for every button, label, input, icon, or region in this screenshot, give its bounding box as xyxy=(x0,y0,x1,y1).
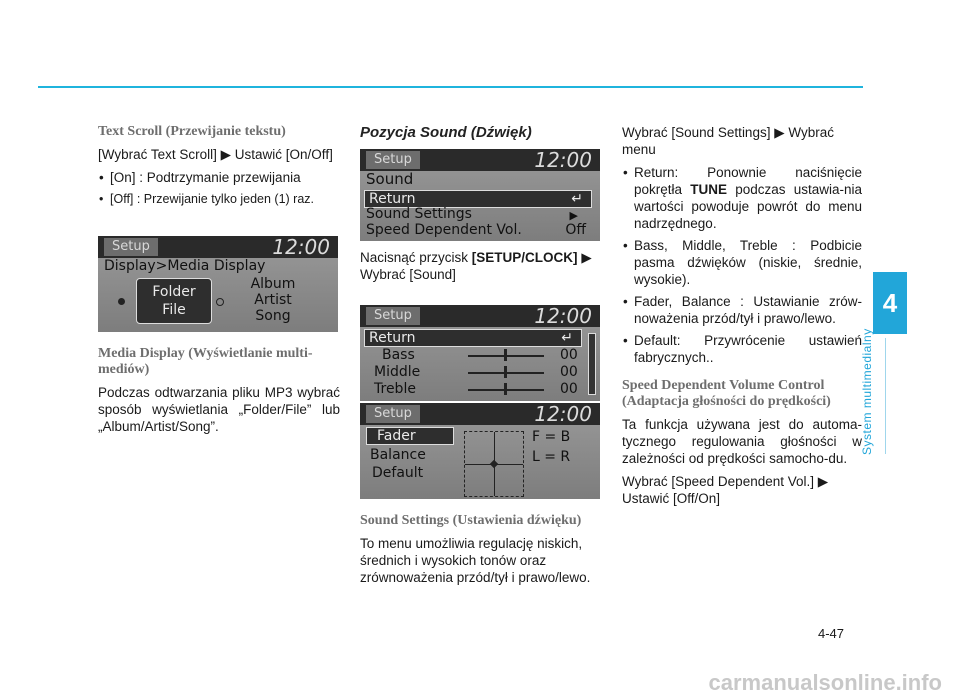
para-text-scroll: [Wybrać Text Scroll] ▶ Ustawić [On/Off] xyxy=(98,147,333,162)
page-number: 4-47 xyxy=(818,626,845,641)
para-setup-text: Nacisnąć przycisk xyxy=(360,250,469,265)
heading-text-scroll: Text Scroll (Przewijanie tekstu) xyxy=(98,124,286,139)
option-default: Default xyxy=(372,465,424,481)
option-balance: Balance xyxy=(370,447,426,463)
para-select-sound: ▶ Wybrać [Sound] xyxy=(360,250,592,282)
watermark: carmanualsonline.info xyxy=(708,670,942,695)
option-file-label: File xyxy=(162,302,186,318)
treble-slider-handle xyxy=(504,383,507,395)
menu-row-return-label: Return xyxy=(369,191,416,207)
speed-vol-value: Off xyxy=(565,222,586,238)
radio-unselected-icon xyxy=(216,298,224,306)
para-setup-button: [SETUP/CLOCK] xyxy=(471,250,578,265)
bullet-list xyxy=(622,164,862,366)
heading-speed-volume: Speed Dependent Volume Control (Adaptacja głośności do prędkości) xyxy=(622,378,831,409)
menu-title: Sound xyxy=(366,170,414,188)
screen-setup-label: Setup xyxy=(104,238,158,256)
fader-value: F = B xyxy=(532,429,571,445)
menu-row-speed-vol: Speed Dependent Vol. xyxy=(366,222,522,238)
bullet-fader: • Fader, Balance : Ustawianie zrów-noważenia przód/tył i prawo/lewo. xyxy=(622,293,862,327)
middle-label: Middle xyxy=(374,364,421,380)
bullet-return-text: Return: Ponownie naciśnięcie pokrętła xyxy=(634,165,862,197)
heading-media-display: Media Display (Wyświetlanie multi-mediów) xyxy=(98,346,313,377)
bullet-return-text-end: podczas ustawia-nia wartości powoduje powrót do menu nadrzędnego. xyxy=(634,182,862,231)
para-select-sound-settings: Wybrać [Sound Settings] ▶ Wybrać menu xyxy=(622,125,834,157)
screen-setup-label: Setup xyxy=(366,307,420,325)
option-song-label: Song xyxy=(255,308,291,324)
arrow-right-icon: ▶ xyxy=(569,209,578,222)
column-2 xyxy=(360,124,602,592)
middle-value: 00 xyxy=(560,364,578,380)
heading-sound: Pozycja Sound (Dźwięk) xyxy=(360,124,532,141)
balance-point-icon xyxy=(490,460,498,468)
middle-slider-handle xyxy=(504,366,507,378)
heading-sound-settings: Sound Settings (Ustawienia dźwięku) xyxy=(360,513,582,528)
screen-title: Display>Media Display xyxy=(104,258,266,274)
bullet-bass: • Bass, Middle, Treble : Podbicie pasma dźwięków (niskie, średnie, wysokie). xyxy=(622,237,862,288)
option-fader: Fader xyxy=(366,427,454,445)
screen-clock: 12:00 xyxy=(534,305,592,328)
row-return xyxy=(364,329,582,347)
bullet-return xyxy=(622,164,862,232)
scrollbar xyxy=(588,333,596,395)
option-album-label: Album xyxy=(250,276,296,292)
bullet-default: • Default: Przywrócenie ustawień fabrycznych.. xyxy=(622,332,862,366)
screen-clock: 12:00 xyxy=(534,403,592,426)
fader-balance-screen xyxy=(360,403,600,499)
para-select-speed-vol: Wybrać [Speed Dependent Vol.] ▶ Ustawić [Off/On] xyxy=(622,474,829,506)
sound-settings-screen xyxy=(360,305,600,401)
column-1 xyxy=(98,124,340,441)
radio-selected-icon xyxy=(118,298,125,305)
screen-setup-label: Setup xyxy=(366,405,420,423)
para-media-display: Podczas odtwarzania pliku MP3 wybrać sposób wyświetlania „Folder/File” lub „Album/Artist/Song”. xyxy=(98,385,340,434)
bullet-off: • [Off] : Przewijanie tylko jeden (1) raz. xyxy=(98,191,340,208)
para-speed-volume: Ta funkcja używana jest do automa-tycznego regulowania głośności w zależności od prędkości samocho-du. xyxy=(622,417,862,466)
media-display-screen xyxy=(98,236,338,332)
bass-slider-handle xyxy=(504,349,507,361)
option-album-artist-song xyxy=(228,276,318,324)
para-setup-clock xyxy=(360,249,602,283)
screen-clock: 12:00 xyxy=(272,236,330,259)
bullet-list xyxy=(98,169,340,208)
option-folder-file xyxy=(136,278,212,324)
bass-value: 00 xyxy=(560,347,578,363)
treble-value: 00 xyxy=(560,381,578,397)
sound-menu-screen xyxy=(360,149,600,241)
balance-grid xyxy=(464,431,524,497)
side-divider xyxy=(885,338,886,454)
return-icon: ↵ xyxy=(571,191,583,207)
option-artist-label: Artist xyxy=(254,292,292,308)
row-return-label: Return xyxy=(369,330,416,346)
bass-label: Bass xyxy=(382,347,415,363)
treble-label: Treble xyxy=(374,381,416,397)
column-3 xyxy=(622,124,862,513)
screen-setup-label: Setup xyxy=(366,151,420,169)
chapter-label: System multimedialny xyxy=(860,328,874,455)
return-icon: ↵ xyxy=(561,330,573,346)
balance-value: L = R xyxy=(532,449,571,465)
top-rule xyxy=(38,86,863,88)
chapter-tab: 4 xyxy=(873,272,907,334)
option-folder-label: Folder xyxy=(152,284,196,300)
screen-clock: 12:00 xyxy=(534,149,592,172)
tune-knob-label: TUNE xyxy=(690,182,727,197)
para-sound-settings: To menu umożliwia regulację niskich, średnich i wysokich tonów oraz zrównoważenia przód/tył i prawo/lewo. xyxy=(360,536,591,585)
bullet-on: • [On] : Podtrzymanie przewijania xyxy=(98,169,340,186)
menu-row-sound-settings: Sound Settings xyxy=(366,206,472,222)
